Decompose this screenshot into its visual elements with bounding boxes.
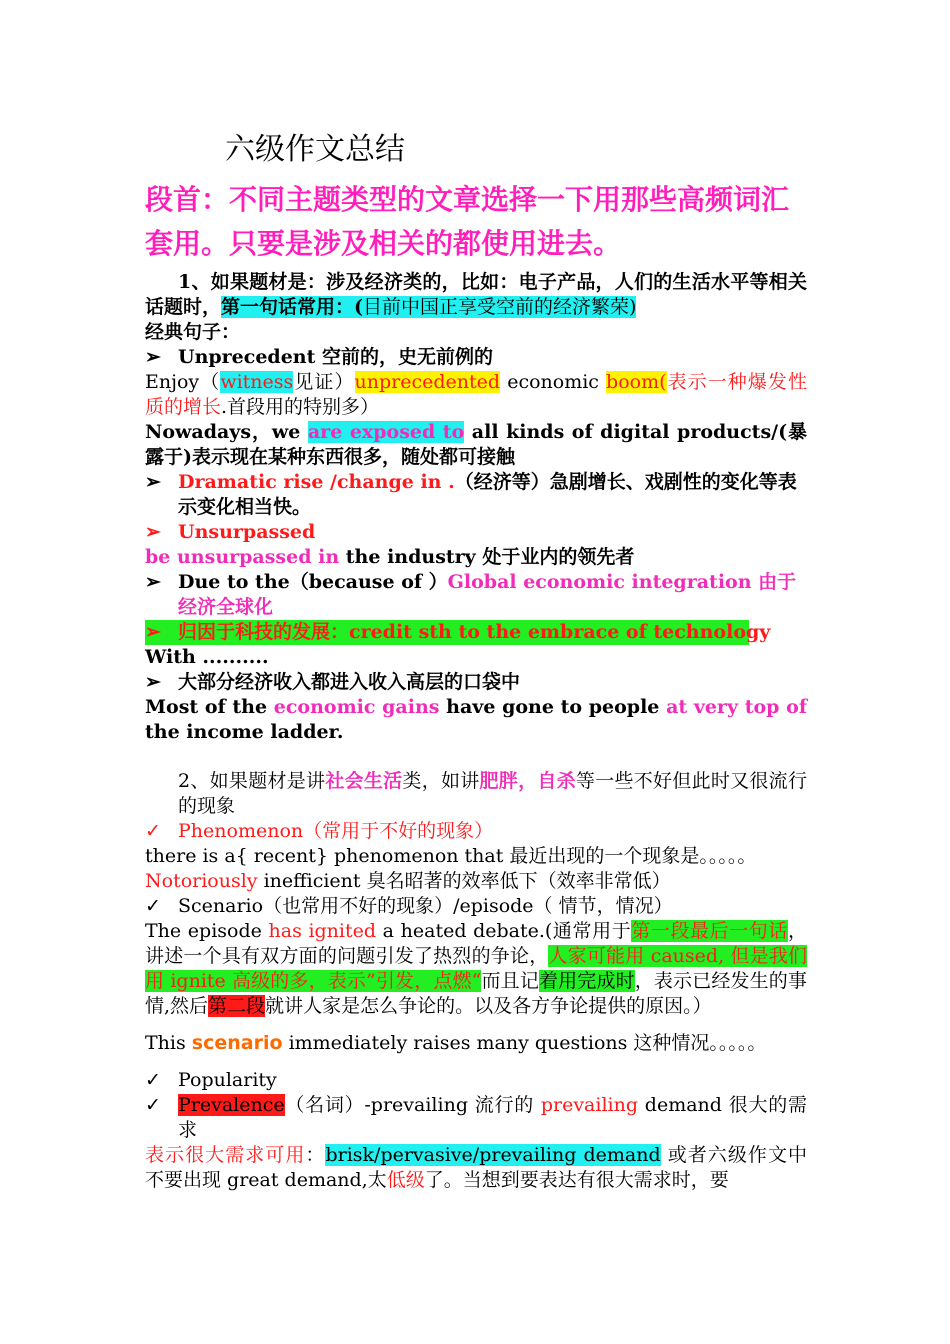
text: have gone to people	[439, 696, 667, 718]
item-red: 归因于科技的发展：	[178, 621, 350, 643]
item-red: credit sth to the embrace of technology	[349, 621, 771, 643]
list-item	[145, 345, 807, 370]
red-highlight: 第二段	[208, 995, 266, 1017]
list-item	[145, 620, 807, 645]
classic-sentences-label: 经典句子：	[145, 321, 241, 343]
text: 了。当想到要表达有很大需求时，要	[424, 1169, 729, 1191]
item-text: Unprecedent 空前的，史无前例的	[178, 346, 494, 368]
section1-intro	[145, 270, 807, 320]
with-line: With ..........	[145, 646, 269, 668]
highlight-witness: witness	[220, 371, 294, 393]
demand-paragraph	[145, 1143, 807, 1193]
there-is-sentence: there is a{ recent} phenomenon that 最近出现的一个现象是。。。。。	[145, 845, 757, 867]
highlight-unprecedented: unprecedented	[354, 371, 501, 393]
text: ，表示已经发生的事情,然后	[145, 970, 807, 1017]
unsurpassed-sentence	[145, 545, 807, 570]
text: Enjoy（	[145, 371, 221, 393]
text: a heated debate.(通常用于	[376, 920, 632, 942]
nowadays-sentence	[145, 420, 807, 470]
section2-intro	[145, 769, 807, 819]
list-item	[145, 670, 807, 695]
intro-text: 1、如果题材是：涉及经济类的，比如：电子产品，人们的生活水平等相关话题时，	[145, 271, 807, 318]
text: 类，如讲	[402, 770, 480, 792]
episode-paragraph	[145, 919, 807, 1019]
phrase: 低级	[386, 1169, 425, 1191]
text: Nowadays，we	[145, 421, 308, 443]
arrow-bullet-icon: ➢	[145, 521, 161, 543]
text: 而且记	[481, 970, 539, 992]
phrase: be unsurpassed in	[145, 546, 340, 568]
page-title: 六级作文总结	[225, 132, 405, 167]
green-highlight: 第一段最后一句话	[631, 920, 788, 942]
phrase: 社会生活	[325, 770, 403, 792]
item-text: Popularity	[178, 1069, 277, 1091]
list-item	[145, 1093, 807, 1143]
green-highlight: 着用完成时	[538, 970, 635, 992]
section-heading: 段首：不同主题类型的文章选择一下用那些高频词汇套用。只要是涉及相关的都使用进去。	[145, 183, 790, 260]
text: The episode	[145, 920, 269, 942]
phrase: at very top of	[666, 696, 807, 718]
item-red: Dramatic rise /change in .	[178, 471, 455, 493]
note: 表示一种爆发性质的增长	[145, 371, 807, 418]
item-red: Phenomenon（常用于不好的现象）	[178, 820, 494, 842]
text: Most of the	[145, 696, 274, 718]
text: inefficient 臭名昭著的效率低下（效率非常低）	[257, 870, 671, 892]
checkmark-icon: ✓	[145, 1094, 161, 1116]
item-text: Scenario（也常用不好的现象）/episode（ 情节，情况）	[178, 895, 673, 917]
red-highlight: Prevalence	[178, 1094, 285, 1116]
arrow-bullet-icon: ➢	[145, 621, 161, 643]
item-text: 大部分经济收入都进入收入高层的口袋中	[178, 671, 521, 693]
green-highlight: 人家可能用 caused, 但是我们用 ignite 高级的多，表示”引发，点燃“	[145, 945, 807, 992]
item-text: demand 很大的需求	[178, 1094, 808, 1141]
item-text: （名词）-prevailing 流行的	[284, 1094, 541, 1116]
text: This	[145, 1032, 192, 1054]
arrow-bullet-icon: ➢	[145, 471, 161, 493]
checkmark-icon: ✓	[145, 1069, 161, 1091]
text: 见证）	[293, 371, 355, 393]
phrase: 表示很大需求可用	[145, 1144, 306, 1166]
text: 2、如果题材是讲	[178, 770, 326, 792]
intro-highlight: 第一句话常用：(	[221, 296, 364, 318]
text: the income ladder.	[145, 721, 344, 743]
list-item	[145, 1068, 807, 1093]
list-item	[145, 470, 807, 520]
text: all kinds of digital products/(暴露于)表示现在某种东西很多，随处都可接触	[145, 421, 807, 468]
text: 或者六级作文中不要出现 great demand,太	[145, 1144, 807, 1191]
text: the industry 处于业内的领先者	[339, 546, 635, 568]
enjoy-sentence	[145, 370, 807, 420]
list-item	[145, 520, 807, 545]
item-red: Unsurpassed	[178, 521, 316, 543]
arrow-bullet-icon: ➢	[145, 571, 161, 593]
highlight-exposed: are exposed to	[307, 421, 465, 443]
spacer	[145, 1019, 807, 1031]
document-page	[145, 128, 807, 1193]
list-item	[145, 570, 807, 620]
text: .首段用的特别多）	[221, 396, 380, 418]
text: 等一些不好但此时又很流行的现象	[178, 770, 807, 817]
item-pink: Global economic integration 由于经济全球化	[178, 571, 797, 618]
cyan-highlight: brisk/pervasive/prevailing demand	[325, 1144, 661, 1166]
phrase: 肥胖，自杀	[479, 770, 576, 792]
arrow-bullet-icon: ➢	[145, 671, 161, 693]
text: 就讲人家是怎么争论的。以及各方争论提供的原因。）	[265, 995, 712, 1017]
income-sentence	[145, 695, 807, 745]
phrase: has ignited	[268, 920, 377, 942]
phrase: prevailing	[540, 1094, 639, 1116]
notoriously-sentence	[145, 869, 807, 894]
phrase: scenario	[191, 1032, 283, 1054]
phrase: economic gains	[273, 696, 440, 718]
phrase: Notoriously	[145, 870, 258, 892]
this-scenario-sentence	[145, 1031, 807, 1056]
text: economic	[500, 371, 607, 393]
item-text: Due to the（because of ）	[178, 571, 448, 593]
checkmark-icon: ✓	[145, 820, 161, 842]
text: ，讲述一个具有双方面的问题引发了热烈的争论，	[145, 920, 808, 967]
text: ：	[305, 1144, 326, 1166]
spacer	[145, 745, 807, 769]
highlight-boom: boom(	[606, 371, 667, 393]
intro-highlight-note: 目前中国正享受空前的经济繁荣)	[363, 296, 637, 318]
spacer	[145, 1056, 807, 1068]
list-item	[145, 894, 807, 919]
text: immediately raises many questions 这种情况。。。。。	[282, 1032, 767, 1054]
arrow-bullet-icon: ➢	[145, 346, 161, 368]
checkmark-icon: ✓	[145, 895, 161, 917]
item-text: （经济等）急剧增长、戏剧性的变化等表示变化相当快。	[178, 471, 797, 518]
list-item	[145, 819, 807, 844]
